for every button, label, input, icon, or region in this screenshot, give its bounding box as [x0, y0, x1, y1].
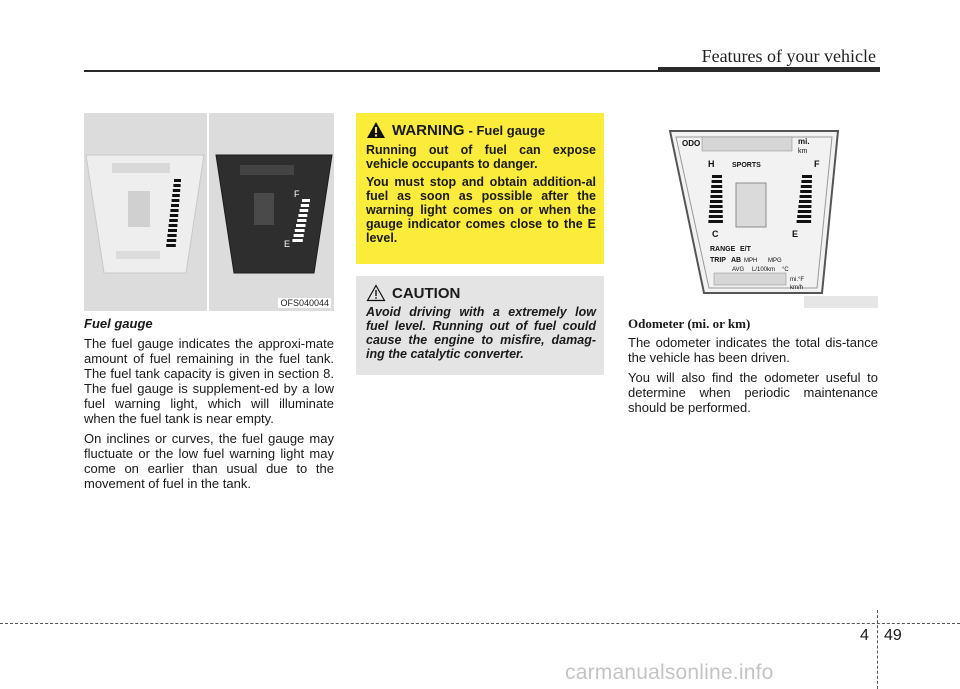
gauge-segment — [296, 224, 306, 227]
gauge-segment — [710, 205, 723, 208]
gauge-segment — [297, 219, 306, 222]
gauge-segment — [169, 219, 178, 222]
gauge-segment — [802, 175, 812, 178]
caution-text: Avoid driving with a extremely low fuel level. Running out of fuel could cause the engine to misfire, damag-ing the catalytic converter. — [366, 305, 596, 361]
gauge-segment — [798, 205, 811, 208]
gauge-segment — [800, 195, 812, 198]
mi-fahrenheit-label: mi.°F — [790, 277, 805, 283]
gauge-segment — [167, 239, 176, 242]
kmh-label: km/h — [790, 285, 804, 291]
header-rule-accent — [658, 67, 880, 72]
temp-hot-label: H — [708, 159, 715, 169]
gauge-segment — [295, 229, 305, 232]
gauge-segment — [294, 234, 304, 237]
chapter-number: 4 — [860, 627, 869, 644]
gauge-full-marker: F — [294, 189, 300, 199]
gauge-segment — [171, 204, 179, 207]
caution-box — [356, 276, 604, 375]
gauge-segment — [711, 190, 723, 193]
odometer-paragraph-1: The odometer indicates the total dis-tance the vehicle has been driven. — [628, 335, 878, 365]
mi-label: mi. — [798, 137, 810, 146]
gauge-segment — [300, 209, 309, 212]
gauge-segment — [170, 209, 178, 212]
gauge-segment — [711, 185, 722, 188]
odometer-paragraph-2: You will also find the odometer useful to determine when periodic maintenance should be performed. — [628, 370, 878, 415]
gauge-segment — [709, 215, 723, 218]
fuel-full-label: F — [814, 159, 820, 169]
figure-code-strip — [804, 296, 878, 308]
gauge-segment — [797, 215, 811, 218]
odometer-illustration — [628, 113, 878, 311]
gauge-segment — [797, 220, 812, 223]
range-label: RANGE — [710, 246, 736, 253]
mpg-label: MPG — [768, 258, 782, 264]
fuel-gauge-paragraph-2: On inclines or curves, the fuel gauge may fluctuate or the low fuel warning light may come on earlier than usual due to the movement of fuel in the tank. — [84, 431, 334, 491]
trip-label: TRIP — [710, 257, 726, 264]
warning-title: WARNING — [392, 121, 465, 139]
caution-title: CAUTION — [392, 284, 461, 302]
gauge-segment — [298, 214, 307, 217]
gauge-segment — [710, 195, 722, 198]
warning-paragraph-2: You must stop and obtain addition-al fuel as soon as possible after the warning light comes on or when the gauge indicator comes close to the E level. — [366, 175, 596, 245]
gauge-segment — [800, 190, 812, 193]
gauge-segment — [172, 194, 180, 197]
gauge-segment — [168, 229, 177, 232]
gauge-segment — [798, 210, 812, 213]
gauge-segment — [708, 220, 723, 223]
gauge-segment — [169, 224, 178, 227]
warning-box — [356, 113, 604, 264]
fuel-gauge-paragraph-1: The fuel gauge indicates the approxi-mate amount of fuel remaining in the fuel tank. The fuel tank capacity is given in section 8. The fuel gauge is supplement-ed by a low fuel warning light, which will illuminate when the fuel tank is near empty. — [84, 336, 334, 426]
warning-paragraph-1: Running out of fuel can expose vehicle occupants to danger. — [366, 143, 596, 171]
l100km-label: L/100km — [752, 267, 776, 273]
odometer-heading: Odometer (mi. or km) — [628, 316, 751, 331]
figure-code: OFS040044 — [280, 298, 329, 308]
gauge-empty-marker: E — [284, 239, 291, 249]
gauge-segment — [712, 175, 722, 178]
footer-divider — [877, 610, 878, 689]
mph-label: MPH — [744, 258, 758, 264]
sports-label: SPORTS — [732, 162, 761, 169]
gauge-segment — [173, 189, 180, 192]
gauge-segment — [172, 199, 180, 202]
gauge-segment — [292, 239, 302, 242]
watermark: carmanualsonline.info — [565, 661, 774, 684]
gauge-segment — [799, 200, 812, 203]
fuel-empty-label: E — [792, 229, 799, 239]
celsius-label: °C — [782, 267, 789, 273]
temp-cold-label: C — [712, 229, 719, 239]
gauge-segment — [166, 244, 176, 247]
fuel-gauge-heading: Fuel gauge — [84, 316, 153, 331]
odo-label: ODO — [682, 139, 701, 148]
page-number: 49 — [884, 627, 902, 644]
left-column — [84, 316, 334, 496]
avg-label: AVG — [732, 267, 745, 273]
caution-title-row — [366, 284, 596, 302]
gauge-segment — [173, 184, 180, 187]
caution-triangle-icon — [366, 284, 386, 302]
warning-title-row — [366, 121, 596, 139]
footer-rule — [0, 623, 960, 624]
gauge-segment — [302, 199, 310, 202]
gauge-segment — [712, 180, 723, 183]
km-label: km — [798, 148, 808, 155]
gauge-segment — [709, 210, 723, 213]
figure-divider — [207, 113, 209, 311]
elapsed-time-label: E/T — [740, 246, 751, 253]
warning-triangle-icon — [366, 121, 386, 139]
gauge-segment — [174, 179, 181, 182]
right-column — [628, 316, 878, 420]
fuel-gauge-figure — [84, 113, 334, 311]
gauge-segment — [170, 214, 178, 217]
gauge-segment — [167, 234, 176, 237]
odometer-figure — [628, 113, 878, 311]
gauge-segment — [710, 200, 723, 203]
trip-ab-label: AB — [731, 257, 742, 264]
gauge-segment — [801, 185, 812, 188]
warning-subtitle: - Fuel gauge — [468, 122, 546, 138]
fuel-gauge-illustration — [84, 113, 334, 311]
section-header-title: Features of your vehicle — [701, 46, 876, 66]
gauge-segment — [801, 180, 812, 183]
gauge-segment — [301, 204, 309, 207]
